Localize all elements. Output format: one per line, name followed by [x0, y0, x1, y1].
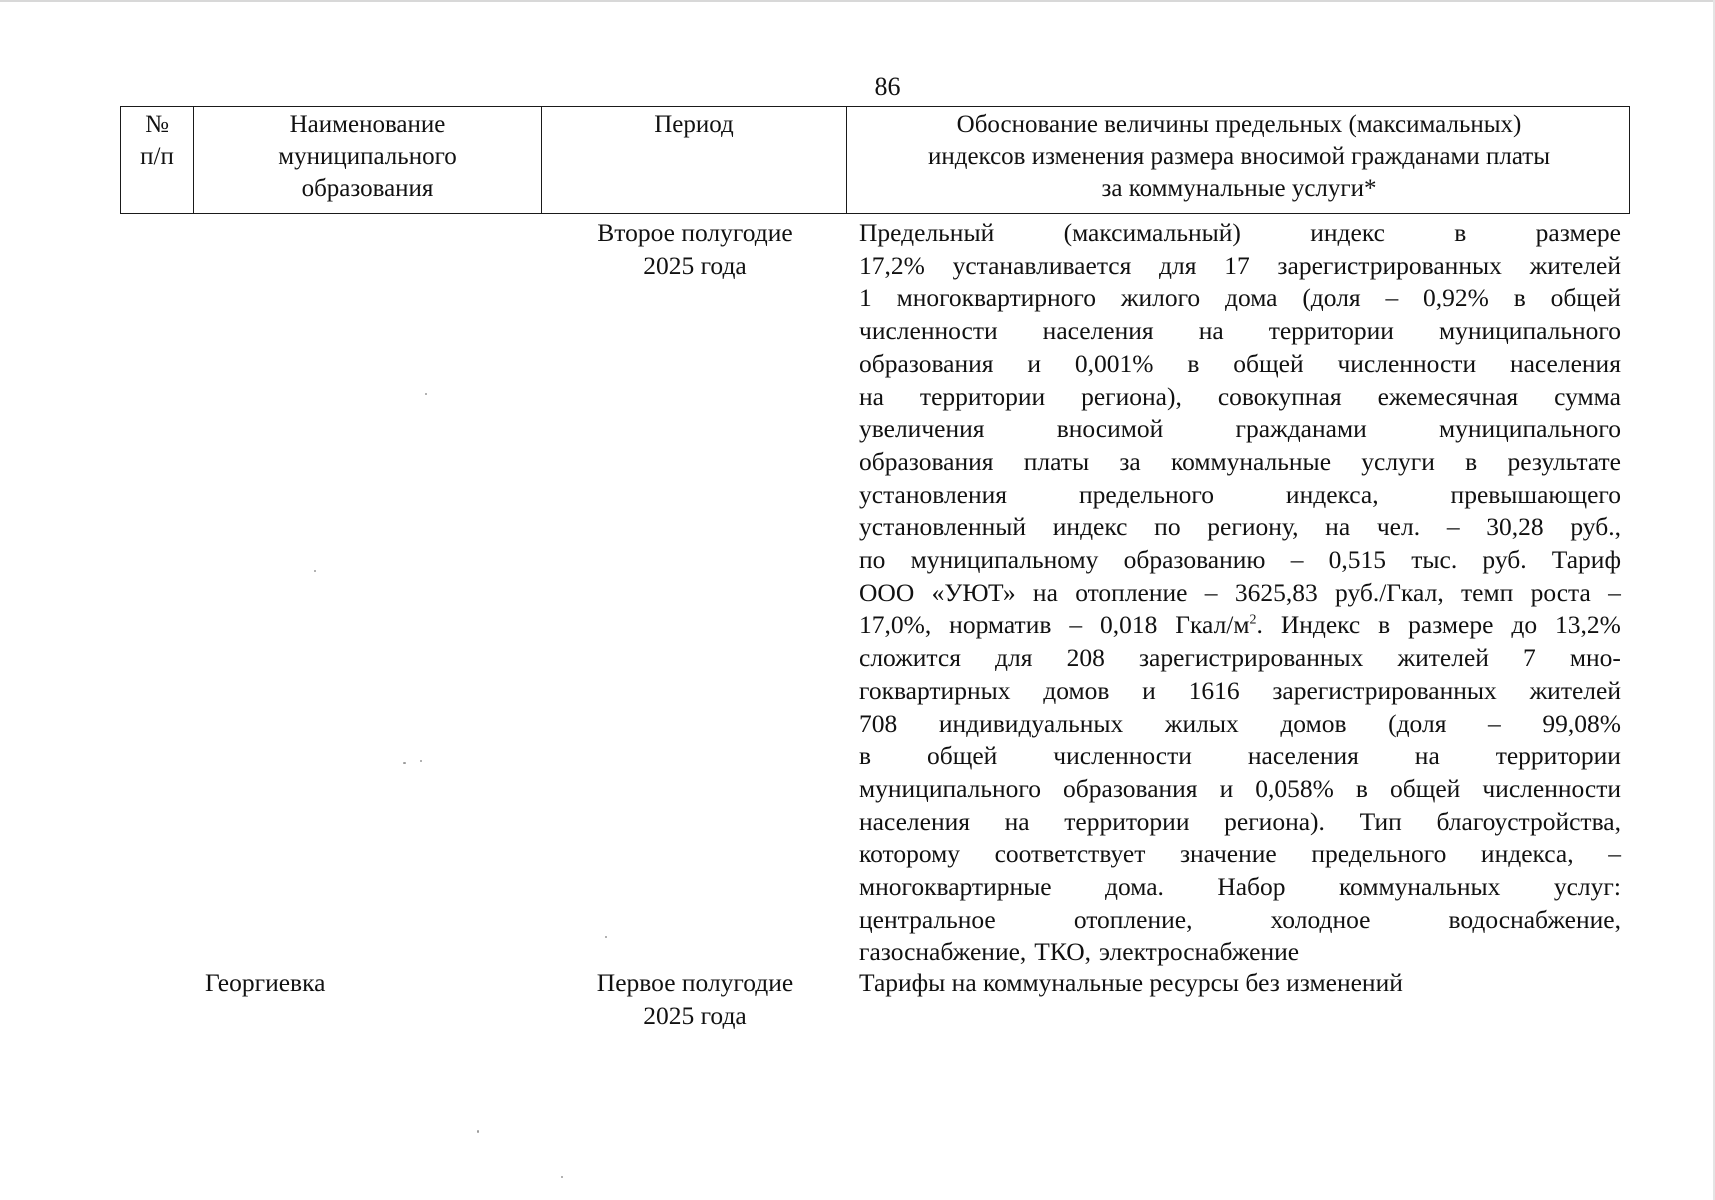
- justification-word: территории: [1064, 806, 1190, 836]
- row-2-period-line: Первое полугодие: [596, 968, 794, 997]
- justification-word: размере: [1535, 218, 1621, 247]
- justification-line: [859, 479, 1621, 512]
- row-2-period-line: 2025 года: [643, 1000, 747, 1030]
- justification-word: Тип: [1359, 806, 1402, 836]
- header-col-municipality: [194, 107, 542, 213]
- justification-word: устанавливается: [952, 250, 1132, 280]
- justification-word: региону,: [1207, 512, 1299, 542]
- justification-word: индекса,: [1285, 479, 1379, 509]
- justification-word: газоснабжение,: [859, 937, 1027, 967]
- justification-word: вносимой: [1056, 414, 1164, 444]
- justification-word: дома.: [1105, 872, 1164, 902]
- row-1-justification: [859, 217, 1621, 969]
- header-col-period-line: Период: [654, 111, 734, 138]
- page-edge-top: [0, 0, 1715, 2]
- justification-word: дома: [1224, 283, 1278, 313]
- row-1-period: [575, 217, 815, 282]
- justification-word: 0,515: [1328, 545, 1387, 575]
- justification-word: отопление,: [1073, 904, 1193, 934]
- justification-word: платы: [1023, 446, 1090, 476]
- justification-word: 208: [1066, 643, 1105, 673]
- row-1-period-line: Второе полугодие: [597, 218, 793, 247]
- justification-word: электроснабжение: [1099, 937, 1300, 967]
- justification-word: руб./Гкал,: [1335, 577, 1444, 607]
- justification-word: отопление: [1075, 577, 1188, 607]
- row-2-period: [575, 967, 815, 1032]
- justification-line: [859, 250, 1621, 283]
- justification-word: роста: [1530, 577, 1591, 607]
- justification-word: благоустройства,: [1436, 806, 1621, 836]
- row-1-period-line: 2025 года: [643, 250, 747, 280]
- justification-word: соответствует: [994, 839, 1146, 869]
- justification-word: общей: [1390, 773, 1461, 803]
- justification-word: в: [1465, 446, 1478, 476]
- justification-word: размере: [1408, 610, 1494, 640]
- justification-word: региона),: [1081, 381, 1182, 411]
- justification-word: образования: [859, 446, 994, 476]
- justification-word: на: [1004, 806, 1030, 836]
- justification-word: 17,0%,: [859, 610, 932, 640]
- justification-line: [859, 871, 1621, 904]
- scan-speck: [425, 393, 427, 395]
- justification-word: предельного: [1078, 479, 1214, 509]
- justification-word: сумма: [1554, 381, 1621, 411]
- justification-word: мно-: [1569, 643, 1621, 673]
- justification-word: –: [1069, 610, 1083, 640]
- justification-word: 17: [1224, 250, 1250, 280]
- header-col-number-line: п/п: [140, 143, 174, 170]
- scan-speck: [561, 1176, 563, 1178]
- justification-word: 0,058%: [1255, 773, 1334, 803]
- justification-line: [859, 773, 1621, 806]
- justification-line: [859, 413, 1621, 446]
- justification-word: предельного: [1311, 839, 1447, 869]
- justification-word: норматив: [949, 610, 1052, 640]
- justification-word: территории: [1268, 316, 1394, 346]
- justification-word: на: [1325, 512, 1351, 542]
- header-col-number: [121, 107, 194, 213]
- justification-word: совокупная: [1217, 381, 1342, 411]
- justification-line: [859, 609, 1621, 642]
- justification-line: [859, 740, 1621, 773]
- justification-word: –: [1290, 545, 1304, 575]
- justification-word: руб.: [1482, 545, 1527, 575]
- justification-line: [859, 577, 1621, 610]
- justification-word: –: [1608, 839, 1621, 869]
- justification-word: –: [1608, 577, 1621, 607]
- header-col-period: [542, 107, 847, 213]
- justification-word: водоснабжение,: [1448, 904, 1621, 934]
- justification-line: [859, 217, 1621, 250]
- justification-word: 0,018: [1099, 610, 1158, 640]
- justification-word: зарегистрированных: [1138, 643, 1364, 673]
- justification-word: общей: [1233, 348, 1304, 378]
- justification-word: и: [1219, 773, 1234, 803]
- justification-word: 30,28: [1486, 512, 1544, 542]
- justification-line: [859, 544, 1621, 577]
- justification-word: образования: [1063, 773, 1198, 803]
- justification-word: ООО: [859, 577, 915, 607]
- justification-word: жителей: [1397, 643, 1489, 673]
- justification-word: по: [1154, 512, 1181, 542]
- justification-word: зарегистрированных: [1277, 250, 1502, 280]
- justification-word: для: [1159, 250, 1197, 280]
- justification-word: 7: [1523, 643, 1536, 673]
- page-number: 86: [874, 72, 901, 101]
- justification-word: и: [1142, 675, 1156, 705]
- justification-word: 1616: [1188, 675, 1240, 705]
- justification-word: холодное: [1270, 904, 1371, 934]
- justification-word: и: [1027, 348, 1042, 378]
- scan-speck: [605, 936, 607, 938]
- justification-word: –: [1446, 512, 1460, 542]
- justification-word: численности: [1337, 348, 1477, 378]
- justification-word: гражданами: [1235, 414, 1367, 444]
- justification-word: Гкал/$м^2$.: [1175, 610, 1263, 640]
- justification-line: [859, 446, 1621, 479]
- justification-word: территории: [919, 381, 1046, 411]
- justification-word: на: [1198, 316, 1224, 346]
- justification-word: в: [1187, 348, 1200, 378]
- justification-word: жилого: [1120, 283, 1201, 313]
- justification-word: в: [1378, 610, 1391, 640]
- justification-word: 3625,83: [1234, 577, 1318, 607]
- justification-word: численности: [1482, 773, 1621, 803]
- row-2-municipality: Георгиевка: [205, 968, 326, 997]
- justification-word: коммунальных: [1338, 872, 1501, 902]
- justification-word: домов: [1043, 675, 1110, 705]
- justification-word: населения: [1247, 741, 1359, 771]
- justification-word: 13,2%: [1555, 610, 1621, 640]
- justification-word: населения: [859, 806, 970, 836]
- justification-word: коммунальные: [1170, 446, 1332, 476]
- justification-line: [859, 642, 1621, 675]
- justification-word: по: [859, 545, 886, 575]
- scan-speck: [477, 1130, 479, 1133]
- justification-word: ТКО,: [1034, 937, 1092, 967]
- justification-word: (максимальный): [1063, 218, 1241, 247]
- justification-word: сложится: [859, 643, 961, 673]
- justification-word: многоквартирные: [859, 872, 1052, 902]
- justification-word: –: [1488, 708, 1501, 738]
- justification-word: муниципального: [1438, 414, 1621, 444]
- justification-word: индекса,: [1480, 839, 1574, 869]
- justification-word: на: [1414, 741, 1440, 771]
- justification-line: [859, 511, 1621, 544]
- header-col-justification-line: Обоснование величины предельных (максимальных): [956, 111, 1522, 138]
- justification-word: чел.: [1376, 512, 1421, 542]
- justification-word: муниципального: [859, 773, 1041, 803]
- justification-line: [859, 806, 1621, 839]
- justification-word: тыс.: [1411, 545, 1458, 575]
- justification-word: значение: [1179, 839, 1277, 869]
- justification-line: [859, 315, 1621, 348]
- justification-word: населения: [1042, 316, 1154, 346]
- justification-word: «УЮТ»: [931, 577, 1016, 607]
- justification-word: увеличения: [859, 414, 985, 444]
- justification-word: –: [1204, 577, 1218, 607]
- header-col-justification: [847, 107, 1631, 213]
- justification-word: индекс: [1310, 218, 1385, 247]
- header-col-municipality-line: Наименование: [289, 111, 446, 138]
- justification-word: установления: [859, 479, 1008, 509]
- justification-word: (доля: [1388, 708, 1447, 738]
- row-2-justification: Тарифы на коммунальные ресурсы без изменений: [859, 968, 1403, 997]
- header-col-municipality-line: муниципального: [278, 143, 457, 170]
- justification-word: в: [1355, 773, 1368, 803]
- justification-word: услуг:: [1553, 872, 1621, 902]
- justification-line: [859, 348, 1621, 381]
- justification-word: (доля: [1302, 283, 1361, 313]
- justification-word: –: [1385, 283, 1399, 313]
- justification-word: зарегистрированных: [1272, 675, 1497, 705]
- justification-line: [859, 904, 1621, 937]
- justification-line: [859, 675, 1621, 708]
- justification-word: 99,08%: [1542, 708, 1621, 738]
- justification-word: региона).: [1224, 806, 1325, 836]
- justification-word: установленный: [859, 512, 1027, 542]
- justification-word: общей: [1550, 283, 1621, 313]
- justification-word: которому: [859, 839, 960, 869]
- scan-speck: [314, 570, 316, 572]
- header-col-number-line: №: [145, 111, 169, 138]
- table-header: [120, 106, 1630, 214]
- justification-word: территории: [1495, 741, 1621, 771]
- justification-word: 0,001%: [1074, 348, 1154, 378]
- header-col-justification-line: за коммунальные услуги*: [1101, 175, 1377, 202]
- justification-word: численности: [1053, 741, 1192, 771]
- justification-word: жилых: [1164, 708, 1239, 738]
- scan-speck: [420, 760, 422, 762]
- justification-word: 1: [859, 283, 872, 313]
- justification-word: в: [859, 741, 872, 771]
- justification-word: 0,92%: [1423, 283, 1489, 313]
- header-col-justification-line: индексов изменения размера вносимой гражданами платы: [927, 143, 1551, 170]
- justification-word: руб.,: [1570, 512, 1621, 542]
- justification-line: [859, 381, 1621, 414]
- justification-word: результате: [1507, 446, 1621, 476]
- justification-word: муниципальному: [910, 545, 1099, 575]
- justification-word: 17,2%: [859, 250, 925, 280]
- justification-word: в: [1454, 218, 1467, 247]
- scan-speck: [403, 762, 406, 764]
- justification-word: превышающего: [1450, 479, 1621, 509]
- justification-word: темп: [1461, 577, 1514, 607]
- justification-word: центральное: [859, 904, 996, 934]
- justification-word: на: [859, 381, 884, 411]
- justification-word: Тариф: [1551, 545, 1621, 575]
- justification-word: численности: [859, 316, 998, 346]
- justification-line: [859, 936, 1621, 969]
- justification-word: услуги: [1361, 446, 1435, 476]
- justification-word: жителей: [1529, 250, 1621, 280]
- justification-word: гоквартирных: [859, 675, 1011, 705]
- justification-line: [859, 282, 1621, 315]
- justification-word: индивидуальных: [938, 708, 1124, 738]
- justification-word: в: [1513, 283, 1526, 313]
- justification-word: для: [995, 643, 1033, 673]
- justification-word: домов: [1280, 708, 1347, 738]
- justification-word: многоквартирного: [896, 283, 1097, 313]
- justification-word: до: [1511, 610, 1538, 640]
- justification-word: общей: [927, 741, 998, 771]
- superscript: 2: [1249, 612, 1257, 628]
- justification-word: Предельный: [859, 218, 995, 247]
- justification-word: индекс: [1052, 512, 1128, 542]
- justification-word: на: [1032, 577, 1058, 607]
- justification-word: Набор: [1217, 872, 1286, 902]
- justification-word: ежемесячная: [1377, 381, 1519, 411]
- justification-word: за: [1119, 446, 1141, 476]
- justification-word: образованию: [1123, 545, 1266, 575]
- justification-word: жителей: [1529, 675, 1621, 705]
- justification-word: населения: [1509, 348, 1621, 378]
- header-col-municipality-line: образования: [301, 175, 434, 202]
- justification-word: Индекс: [1280, 610, 1361, 640]
- justification-word: муниципального: [1438, 316, 1621, 346]
- justification-word: 708: [859, 708, 898, 738]
- justification-line: [859, 838, 1621, 871]
- justification-word: образования: [859, 348, 994, 378]
- justification-line: [859, 708, 1621, 741]
